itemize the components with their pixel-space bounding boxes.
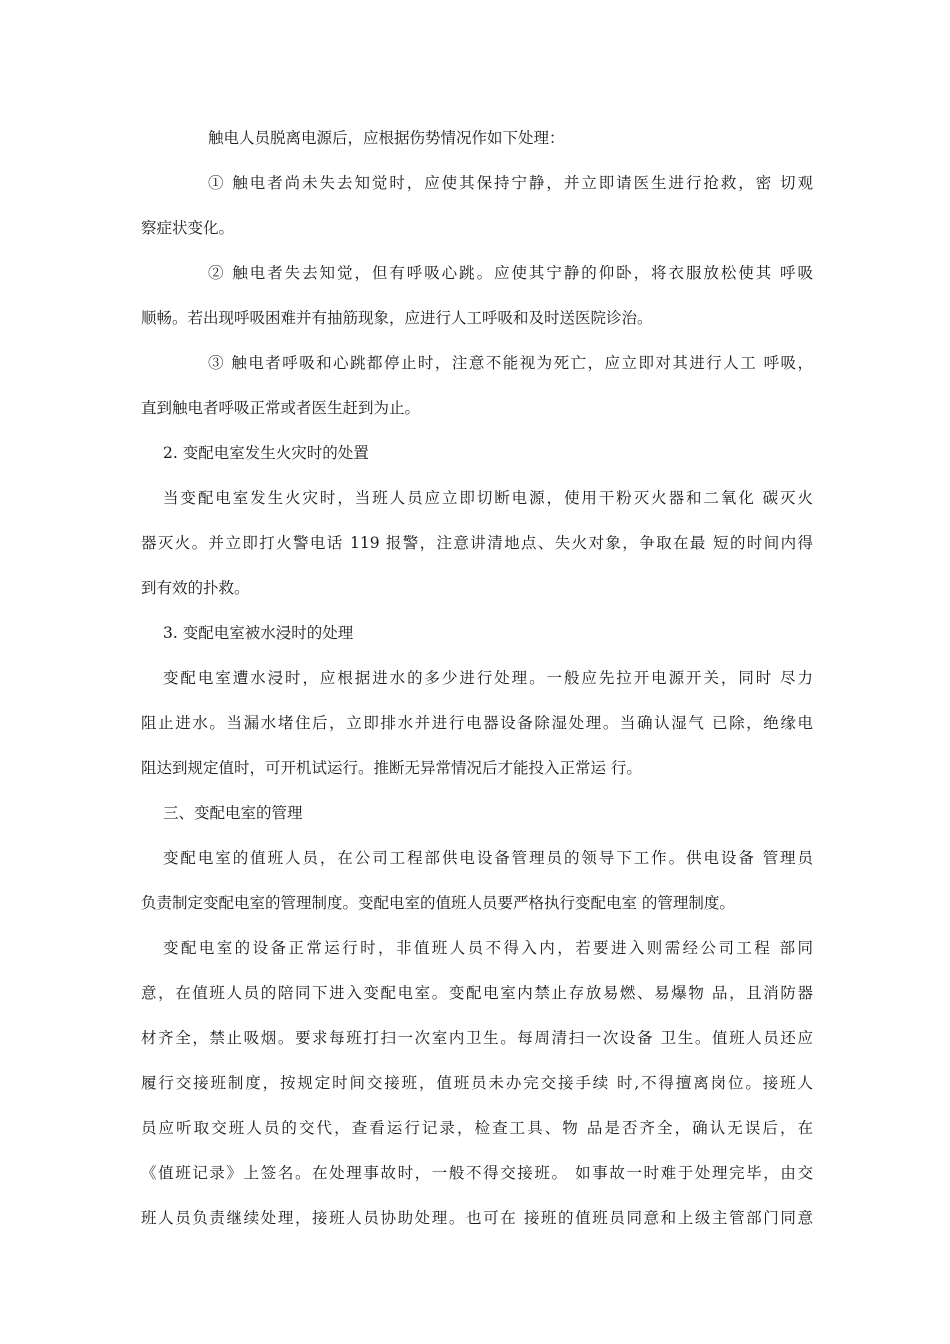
text-line: 《值班记录》上签名。在处理事故时，一般不得交接班。 如事故一时难于处理完毕，由交 — [141, 1164, 813, 1182]
paragraph-fire — [141, 476, 813, 611]
text-line: 意，在值班人员的陪同下进入变配电室。变配电室内禁止存放易燃、易爆物 品，且消防器 — [141, 984, 813, 1002]
text-line: 负责制定变配电室的管理制度。变配电室的值班人员要严格执行变配电室 的管理制度。 — [141, 894, 735, 912]
text-line: 材齐全，禁止吸烟。要求每班打扫一次室内卫生。每周清扫一次设备 卫生。值班人员还应 — [141, 1029, 813, 1047]
paragraph-flood — [141, 656, 813, 791]
paragraph-item-2 — [141, 251, 813, 341]
text-line: 察症状变化。 — [141, 219, 235, 237]
paragraph-management-2 — [141, 926, 813, 1241]
text-line: ② 触电者失去知觉，但有呼吸心跳。应使其宁静的仰卧，将衣服放松使其 呼吸 — [208, 264, 813, 282]
text-line: 直到触电者呼吸正常或者医生赶到为止。 — [141, 399, 421, 417]
text-line: 阻止进水。当漏水堵住后，立即排水并进行电器设备除湿处理。当确认湿气 已除，绝缘电 — [141, 714, 813, 732]
section-heading-flood — [141, 611, 813, 656]
text-line: 阻达到规定值时，可开机试运行。推断无异常情况后才能投入正常运 行。 — [141, 759, 642, 777]
text-line: 变配电室的设备正常运行时，非值班人员不得入内，若要进入则需经公司工程 部同 — [163, 939, 813, 957]
paragraph-item-1 — [141, 161, 813, 251]
section-heading-management — [141, 791, 813, 836]
text-line: 变配电室的值班人员，在公司工程部供电设备管理员的领导下工作。供电设备 管理员 — [163, 849, 813, 867]
text-line: 班人员负责继续处理，接班人员协助处理。也可在 接班的值班员同意和上级主管部门同意 — [141, 1209, 813, 1227]
section-heading-fire — [141, 431, 813, 476]
text-line: ① 触电者尚未失去知觉时，应使其保持宁静，并立即请医生进行抢救，密 切观 — [208, 174, 813, 192]
text-line: 当变配电室发生火灾时，当班人员应立即切断电源，使用干粉灭火器和二氧化 碳灭火 — [163, 489, 813, 507]
heading-line: 三、变配电室的管理 — [163, 804, 303, 822]
text-line: 履行交接班制度，按规定时间交接班，值班员未办完交接手续 时,不得擅离岗位。接班人 — [141, 1074, 813, 1092]
text-line: 员应听取交班人员的交代，查看运行记录，检查工具、物 品是否齐全，确认无误后，在 — [141, 1119, 813, 1137]
text-line: 变配电室遭水浸时，应根据进水的多少进行处理。一般应先拉开电源开关，同时 尽力 — [163, 669, 813, 687]
heading-line: 2. 变配电室发生火灾时的处置 — [163, 444, 369, 462]
text-line: 到有效的扑救。 — [141, 579, 250, 597]
text-line: 顺畅。若出现呼吸困难并有抽筋现象，应进行人工呼吸和及时送医院诊治。 — [141, 309, 653, 327]
text-line: ③ 触电者呼吸和心跳都停止时，注意不能视为死亡，应立即对其进行人工 呼吸， — [208, 354, 813, 372]
text-line: 器灭火。并立即打火警电话 119 报警，注意讲清地点、失火对象，争取在最 短的时间内得 — [141, 534, 813, 552]
heading-line: 3. 变配电室被水浸时的处理 — [163, 624, 354, 642]
paragraph-intro — [141, 116, 813, 161]
text-line: 触电人员脱离电源后，应根据伤势情况作如下处理： — [208, 129, 565, 147]
paragraph-item-3 — [141, 341, 813, 431]
paragraph-management-1 — [141, 836, 813, 926]
